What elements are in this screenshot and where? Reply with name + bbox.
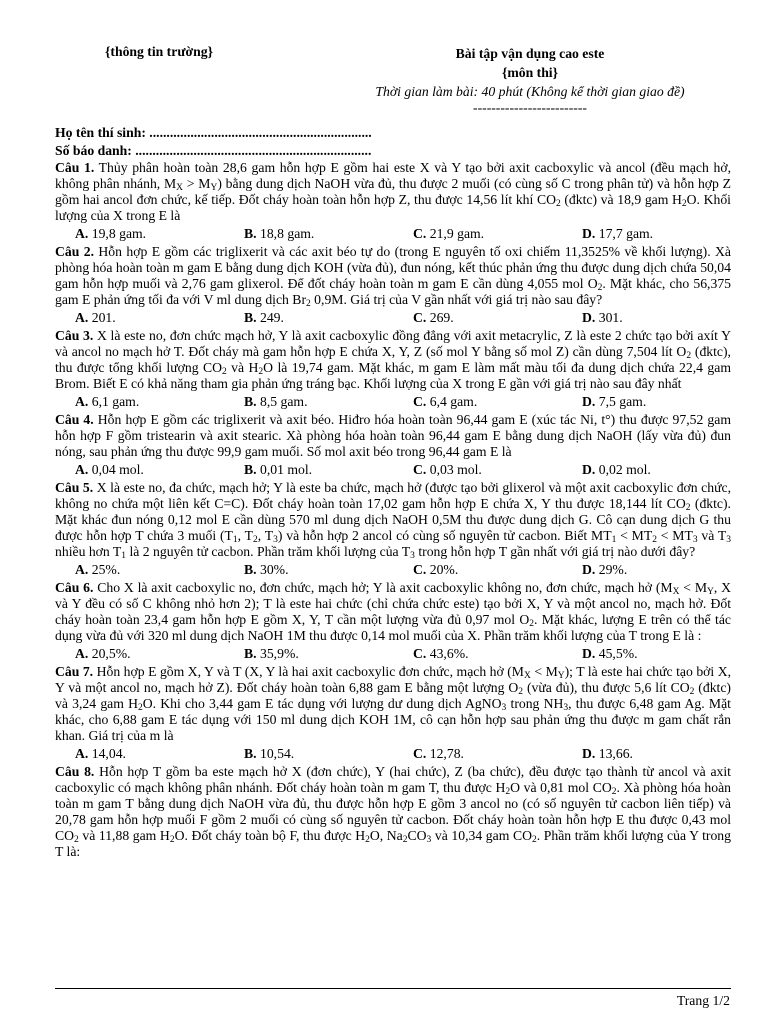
question-2: Câu 2. Hỗn hợp E gồm các triglixerit và các axit béo tự do (trong E nguyên tố oxi chiếm 11,3525% về khối lượng). Xà phòng hóa hoàn toàn m gam E bằng dung dịch KOH (vừa đủ), đun nóng, kết thúc phản ứng thu được dung dịch chứa 50,04 gam hỗn hợp muối và 2,76 gam glixerol. Để đốt cháy hoàn toàn m gam E cần dùng 4,055 mol $O_2$. Mặt khác, cho 56,375 gam E phản ứng tối đa với V ml dung dịch $Br_2$ 0,9M. Giá trị của V gần nhất với giá trị nào sau đây?: [55, 244, 732, 309]
answer-options: [55, 745, 731, 763]
option-b[interactable]: B. 30%.: [244, 562, 289, 577]
option-b[interactable]: B. 10,54.: [244, 746, 295, 761]
option-c[interactable]: C. 12,78.: [413, 746, 464, 761]
exam-title: Bài tập vận dụng cao este: [455, 46, 605, 61]
exam-body: [55, 124, 731, 860]
option-a[interactable]: A. 6,1 gam.: [75, 394, 140, 409]
question-6: Câu 6. Cho X là axit cacboxylic no, đơn chức, mạch hở; Y là axit cacboxylic không no, đơn chức, mạch hở ($M_X < M_Y$, X và Y đều có số C không nhỏ hơn 2); T là este hai chức (chỉ chứa chức este) tạo bởi X, Y và một ancol no, mạch hở. Đốt cháy hoàn toàn 23,4 gam hỗn hợp E gồm X, Y, T cần một lượng vừa đủ 0,97 mol $O_2$. Mặt khác, lượng E trên có thể tác dụng vừa đủ với 320 ml dung dịch NaOH 1M thu được 0,14 mol muối của X. Phần trăm khối lượng của T trong E là :: [55, 580, 732, 643]
option-c[interactable]: C. 20%.: [413, 562, 459, 577]
student-name-field: Họ tên thí sinh: .................................................................: [55, 125, 372, 140]
option-d[interactable]: D. 7,5 gam.: [582, 394, 647, 409]
option-d[interactable]: D. 13,66.: [582, 746, 633, 761]
question-label: Câu 5.: [55, 480, 94, 495]
option-b[interactable]: B. 8,5 gam.: [244, 394, 308, 409]
exam-title-block: [315, 44, 745, 115]
option-d[interactable]: D. 301.: [582, 310, 623, 325]
option-c[interactable]: C. 6,4 gam.: [413, 394, 478, 409]
option-c[interactable]: C. 269.: [413, 310, 454, 325]
school-info: {thông tin trường}: [105, 44, 213, 59]
option-b[interactable]: B. 0,01 mol.: [244, 462, 313, 477]
option-a[interactable]: A. 19,8 gam.: [75, 226, 147, 241]
question-label: Câu 7.: [55, 664, 94, 679]
question-7: Câu 7. Hỗn hợp E gồm X, Y và T (X, Y là hai axit cacboxylic đơn chức, mạch hở $(M_X < M_Y)$; T là este hai chức tạo bởi X, Y và một ancol no, mạch hở Z). Đốt cháy hoàn toàn 6,88 gam E bằng một lượng $O_2$ (vừa đủ), thu được 5,6 lít $CO_2$ (đktc) và 3,24 gam $H_2O$. Khi cho 3,44 gam E tác dụng với lượng dư dung dịch AgNO$_3$ trong $NH_3$, thu được 6,48 gam Ag. Mặt khác, cho 6,88 gam E tác dụng với 150 ml dung dịch KOH 1M, cô cạn hỗn hợp sau phản ứng thu được m gam chất rắn khan. Giá trị của m là: [55, 664, 732, 743]
option-b[interactable]: B. 35,9%.: [244, 646, 299, 661]
answer-options: [55, 561, 731, 579]
option-a[interactable]: A. 20,5%.: [75, 646, 131, 661]
option-a[interactable]: A. 14,04.: [75, 746, 126, 761]
option-d[interactable]: D. 45,5%.: [582, 646, 638, 661]
answer-options: [55, 645, 731, 663]
option-b[interactable]: B. 249.: [244, 310, 284, 325]
page-number: Trang 1/2: [676, 993, 730, 1008]
option-a[interactable]: A. 0,04 mol.: [75, 462, 144, 477]
answer-options: [55, 393, 731, 411]
time-limit: Thời gian làm bài: 40 phút (Không kể thời gian giao đề): [375, 84, 685, 99]
question-label: Câu 1.: [55, 160, 95, 175]
question-label: Câu 4.: [55, 412, 94, 427]
question-label: Câu 6.: [55, 580, 94, 595]
option-d[interactable]: D. 29%.: [582, 562, 628, 577]
exam-header: [55, 40, 731, 122]
question-8: Câu 8. Hỗn hợp T gồm ba este mạch hở X (đơn chức), Y (hai chức), Z (ba chức), đều được tạo thành từ ancol và axit cacboxylic có mạch không phân nhánh. Đốt cháy hoàn toàn m gam T, thu được $H_2O$ và 0,81 mol $CO_2$. Xà phòng hóa hoàn toàn m gam T bằng dung dịch NaOH vừa đủ, thu được hỗn hợp E gồm 3 ancol no (có số nguyên tử cacbon liên tiếp) và 20,78 gam hỗn hợp muối F gồm 2 muối có cùng số nguyên tử cacbon. Đốt cháy hoàn toàn hỗn hợp E thu được 0,43 mol $CO_2$ và 11,88 gam $H_2O$. Đốt cháy toàn bộ F, thu được $H_2O$, $Na_2CO_3$ và 10,34 gam $CO_2$. Phần trăm khối lượng của Y trong T là:: [55, 764, 731, 859]
answer-options: [55, 225, 731, 243]
question-label: Câu 8.: [55, 764, 95, 779]
option-a[interactable]: A. 201.: [75, 310, 116, 325]
subject: {môn thi}: [501, 65, 559, 80]
question-label: Câu 2.: [55, 244, 95, 259]
option-b[interactable]: B. 18,8 gam.: [244, 226, 315, 241]
option-d[interactable]: D. 0,02 mol.: [582, 462, 651, 477]
question-5: Câu 5. X là este no, đa chức, mạch hở; Y là este ba chức, mạch hở (được tạo bởi glixerol và một axit cacboxylic đơn chức, không no chứa một liên kết C=C). Đốt cháy hoàn toàn 17,02 gam hỗn hợp E chứa X, Y thu được 18,144 lít $CO_2$ (đktc). Mặt khác đun nóng 0,12 mol E cần dùng 570 ml dung dịch NaOH 0,5M thu được dung dịch G. Cô cạn dung dịch G thu được hỗn hợp T chứa 3 muối ($T_1$, $T_2$, $T_3$) và hỗn hợp 2 ancol có cùng số nguyên tử cacbon. Biết $MT_1 < MT_2 < MT_3$ và $T_3$ nhiều hơn $T_1$ là 2 nguyên tử cacbon. Phần trăm khối lượng của $T_3$ trong hỗn hợp T gần nhất với giá trị nào dưới đây?: [55, 480, 732, 561]
question-1: Câu 1. Thủy phân hoàn toàn 28,6 gam hỗn hợp E gồm hai este X và Y tạo bởi axit cacboxylic và ancol (đều mạch hở, không phân nhánh, $M_X > M_Y$) bằng dung dịch NaOH vừa đủ, thu được 2 muối (có cùng số C trong phân tử) và hỗn hợp Z gồm hai ancol đơn chức, kế tiếp. Đốt cháy hoàn toàn hỗn hợp Z, thu được 14,56 lít khí $CO_2$ (đktc) và 18,9 gam $H_2O$. Khối lượng của X trong E là: [55, 160, 732, 223]
question-4: Câu 4. Hỗn hợp E gồm các triglixerit và axit béo. Hiđro hóa hoàn toàn 96,44 gam E (xúc tác Ni, t°) thu được 97,52 gam hỗn hợp F gồm tristearin và axit stearic. Xà phòng hóa hoàn toàn 96,44 gam E bằng dung dịch NaOH (lấy vừa đủ) đun nóng, sau phản ứng thu được 99,9 gam muối. Số mol axit béo trong 96,44 gam E là: [55, 412, 731, 459]
answer-options: [55, 309, 731, 327]
answer-options: [55, 461, 731, 479]
option-d[interactable]: D. 17,7 gam.: [582, 226, 654, 241]
option-c[interactable]: C. 0,03 mol.: [413, 462, 482, 477]
option-c[interactable]: C. 21,9 gam.: [413, 226, 485, 241]
option-c[interactable]: C. 43,6%.: [413, 646, 469, 661]
student-id-field: Số báo danh: .....................................................................: [55, 143, 372, 158]
question-3: Câu 3. X là este no, đơn chức mạch hở, Y là axit cacboxylic đồng đẳng với axit metacrylic, Z là este 2 chức tạo bởi axít Y và ancol no mạch hở T. Đốt cháy mà gam hỗn hợp E chứa X, Y, Z (số mol Y bằng số mol Z) cần dùng 7,504 lít $O_2$ (đktc), thu được tổng khối lượng $CO_2$ và $H_2O$ là 19,74 gam. Mặt khác, m gam E làm mất màu tối đa dung dịch chứa 22,4 gam Brom. Biết E có khả năng tham gia phản ứng tráng bạc. Khối lượng của X trong E gần với giá trị nào sau đây nhất: [55, 328, 731, 391]
footer-divider: [55, 988, 731, 989]
header-divider: -------------------------: [473, 100, 587, 115]
option-a[interactable]: A. 25%.: [75, 562, 121, 577]
question-label: Câu 3.: [55, 328, 94, 343]
